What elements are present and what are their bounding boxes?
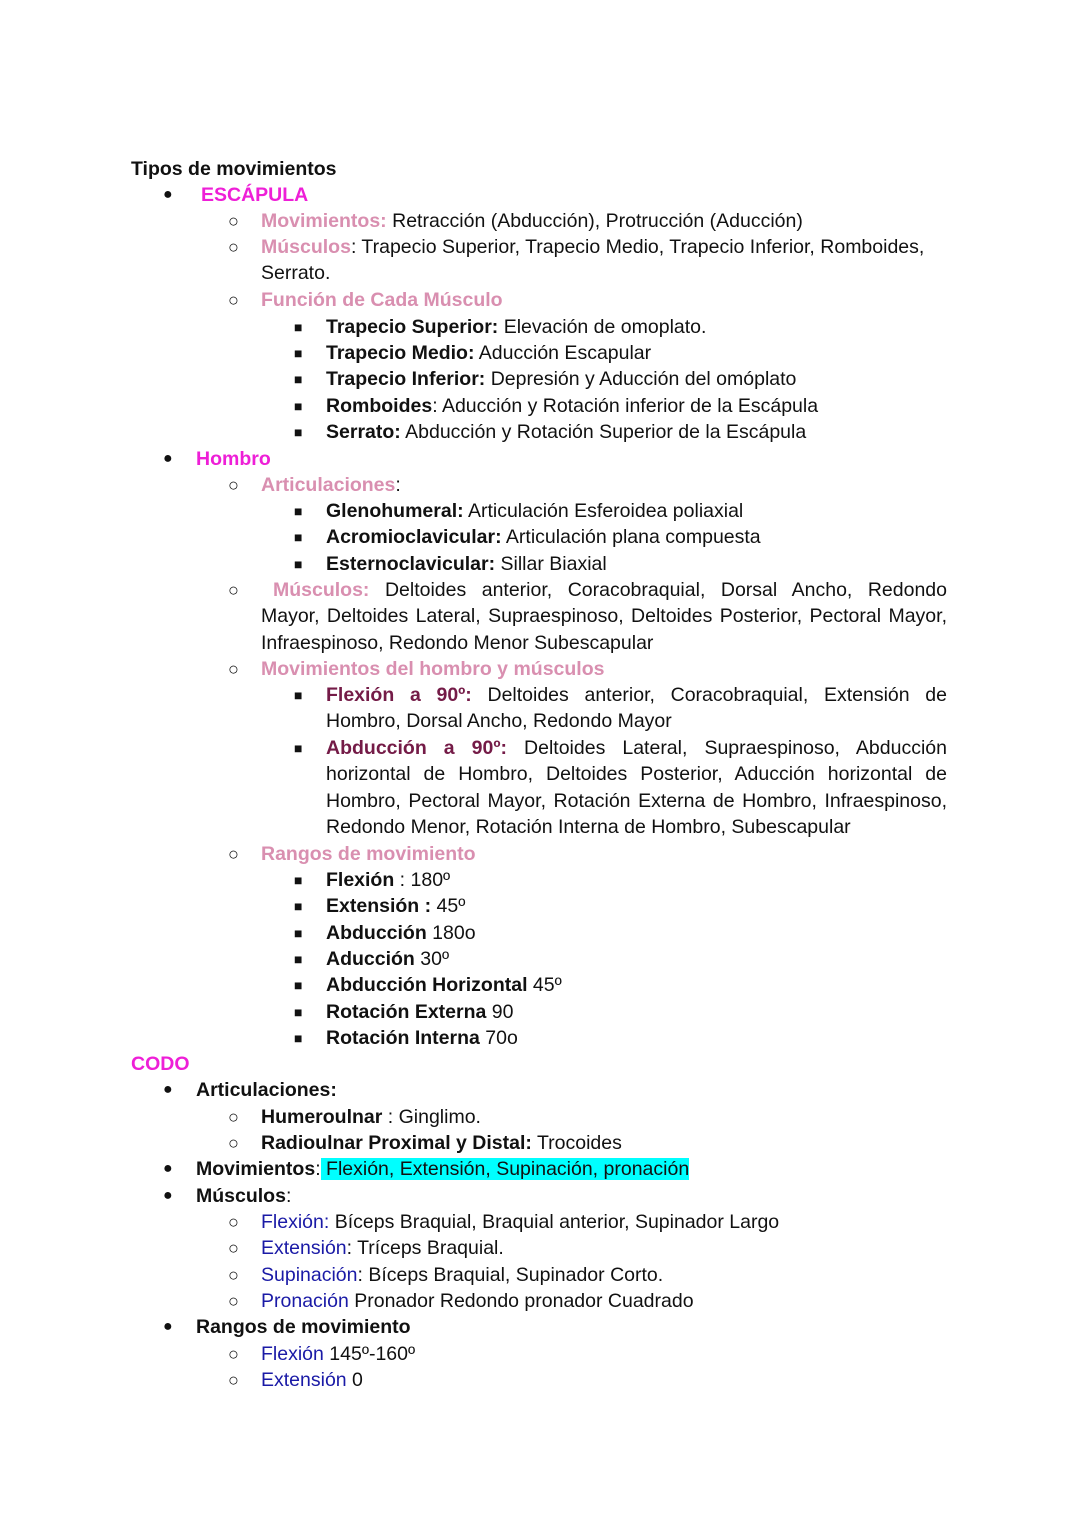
escapula-musculos: Músculos: Trapecio Superior, Trapecio Medio, Trapecio Inferior, Romboides, Serrato. [261,236,925,285]
list-item: Radioulnar Proximal y Distal: Trocoides [261,1132,622,1154]
square-marker: ■ [294,1030,303,1046]
square-marker: ■ [294,345,303,361]
circle-marker: ○ [228,1107,239,1127]
list-item: Abducción 180o [326,922,476,944]
list-item: Humeroulnar : Ginglimo. [261,1106,481,1128]
list-item: Aducción 30º [326,948,450,970]
codo-articulaciones: Articulaciones: [196,1079,337,1101]
list-item: Flexión: Bíceps Braquial, Braquial anterior, Supinador Largo [261,1211,780,1233]
circle-marker: ○ [228,1238,239,1258]
square-marker: ■ [294,898,303,914]
circle-marker: ○ [228,1133,239,1153]
square-marker: ■ [294,398,303,414]
list-item: Extensión: Tríceps Braquial. [261,1237,504,1259]
square-marker: ■ [294,1004,303,1020]
escapula-funcion-heading: Función de Cada Músculo [261,289,503,311]
list-item: Supinación: Bíceps Braquial, Supinador Corto. [261,1264,664,1286]
square-marker: ■ [294,319,303,335]
circle-marker: ○ [228,475,239,495]
list-item: Trapecio Medio: Aducción Escapular [326,342,652,364]
bullet-marker: ● [163,1318,173,1335]
list-item: Acromioclavicular: Articulación plana compuesta [326,526,761,548]
list-item: Flexión 145º-160º [261,1343,416,1365]
circle-marker: ○ [228,211,239,231]
square-marker: ■ [294,977,303,993]
section-heading-escapula: ESCÁPULA [201,184,309,206]
circle-marker: ○ [228,659,239,679]
circle-marker: ○ [228,1344,239,1364]
circle-marker: ○ [228,290,239,310]
circle-marker: ○ [228,1265,239,1285]
section-heading-codo: CODO [131,1053,190,1075]
bullet-marker: ● [163,186,173,203]
list-item: Trapecio Inferior: Depresión y Aducción del omóplato [326,368,797,390]
square-marker: ■ [294,740,303,756]
list-item: Flexión a 90º: Deltoides anterior, Coracobraquial, Extensión de Hombro, Dorsal Ancho, Redondo Mayor [326,684,947,733]
bullet-marker: ● [163,1187,173,1204]
list-item: Abducción Horizontal 45º [326,974,562,996]
codo-movimientos: Movimientos: Flexión, Extensión, Supinación, pronación [196,1158,690,1180]
hombro-articulaciones: Articulaciones: [261,474,401,496]
list-item: Glenohumeral: Articulación Esferoidea poliaxial [326,500,744,522]
circle-marker: ○ [228,1291,239,1311]
escapula-movimientos: Movimientos: Retracción (Abducción), Protrucción (Aducción) [261,210,803,232]
square-marker: ■ [294,424,303,440]
square-marker: ■ [294,925,303,941]
highlighted-text: Flexión, Extensión, Supinación, pronación [320,1158,690,1180]
square-marker: ■ [294,951,303,967]
list-item: Abducción a 90º: Deltoides Lateral, Supraespinoso, Abducción horizontal de Hombro, Deltoides Posterior, Aducción horizontal de Hombro, Pectoral Mayor, Rotación Externa de Hombro, Infraespinoso, Redondo Menor, Rotación Interna de Hombro, Subescapular [326,737,947,838]
list-item: Pronación Pronador Redondo pronador Cuadrado [261,1290,694,1312]
circle-marker: ○ [228,580,239,600]
bullet-marker: ● [163,450,173,467]
circle-marker: ○ [228,844,239,864]
list-item: Extensión 0 [261,1369,363,1391]
list-item: Flexión : 180º [326,869,451,891]
hombro-rangos-heading: Rangos de movimiento [261,843,476,865]
section-heading-hombro: Hombro [196,448,271,470]
square-marker: ■ [294,503,303,519]
square-marker: ■ [294,371,303,387]
codo-rangos: Rangos de movimiento [196,1316,411,1338]
bullet-marker: ● [163,1081,173,1098]
list-item: Serrato: Abducción y Rotación Superior de la Escápula [326,421,807,443]
page-title: Tipos de movimientos [131,158,337,180]
square-marker: ■ [294,872,303,888]
circle-marker: ○ [228,1212,239,1232]
bullet-marker: ● [163,1160,173,1177]
codo-musculos: Músculos: [196,1185,292,1207]
circle-marker: ○ [228,237,239,257]
square-marker: ■ [294,687,303,703]
square-marker: ■ [294,529,303,545]
square-marker: ■ [294,556,303,572]
list-item: Trapecio Superior: Elevación de omoplato. [326,316,707,338]
list-item: Extensión : 45º [326,895,466,917]
list-item: Esternoclavicular: Sillar Biaxial [326,553,607,575]
circle-marker: ○ [228,1370,239,1390]
list-item: Rotación Interna 70o [326,1027,518,1049]
hombro-musculos: Músculos: Deltoides anterior, Coracobraquial, Dorsal Ancho, Redondo Mayor, Deltoides Lateral, Supraespinoso, Deltoides Posterior, Pectoral Mayor, Infraespinoso, Redondo Menor Subescapular [261,579,947,654]
hombro-movimientos-heading: Movimientos del hombro y músculos [261,658,605,680]
list-item: Rotación Externa 90 [326,1001,514,1023]
list-item: Romboides: Aducción y Rotación inferior de la Escápula [326,395,819,417]
